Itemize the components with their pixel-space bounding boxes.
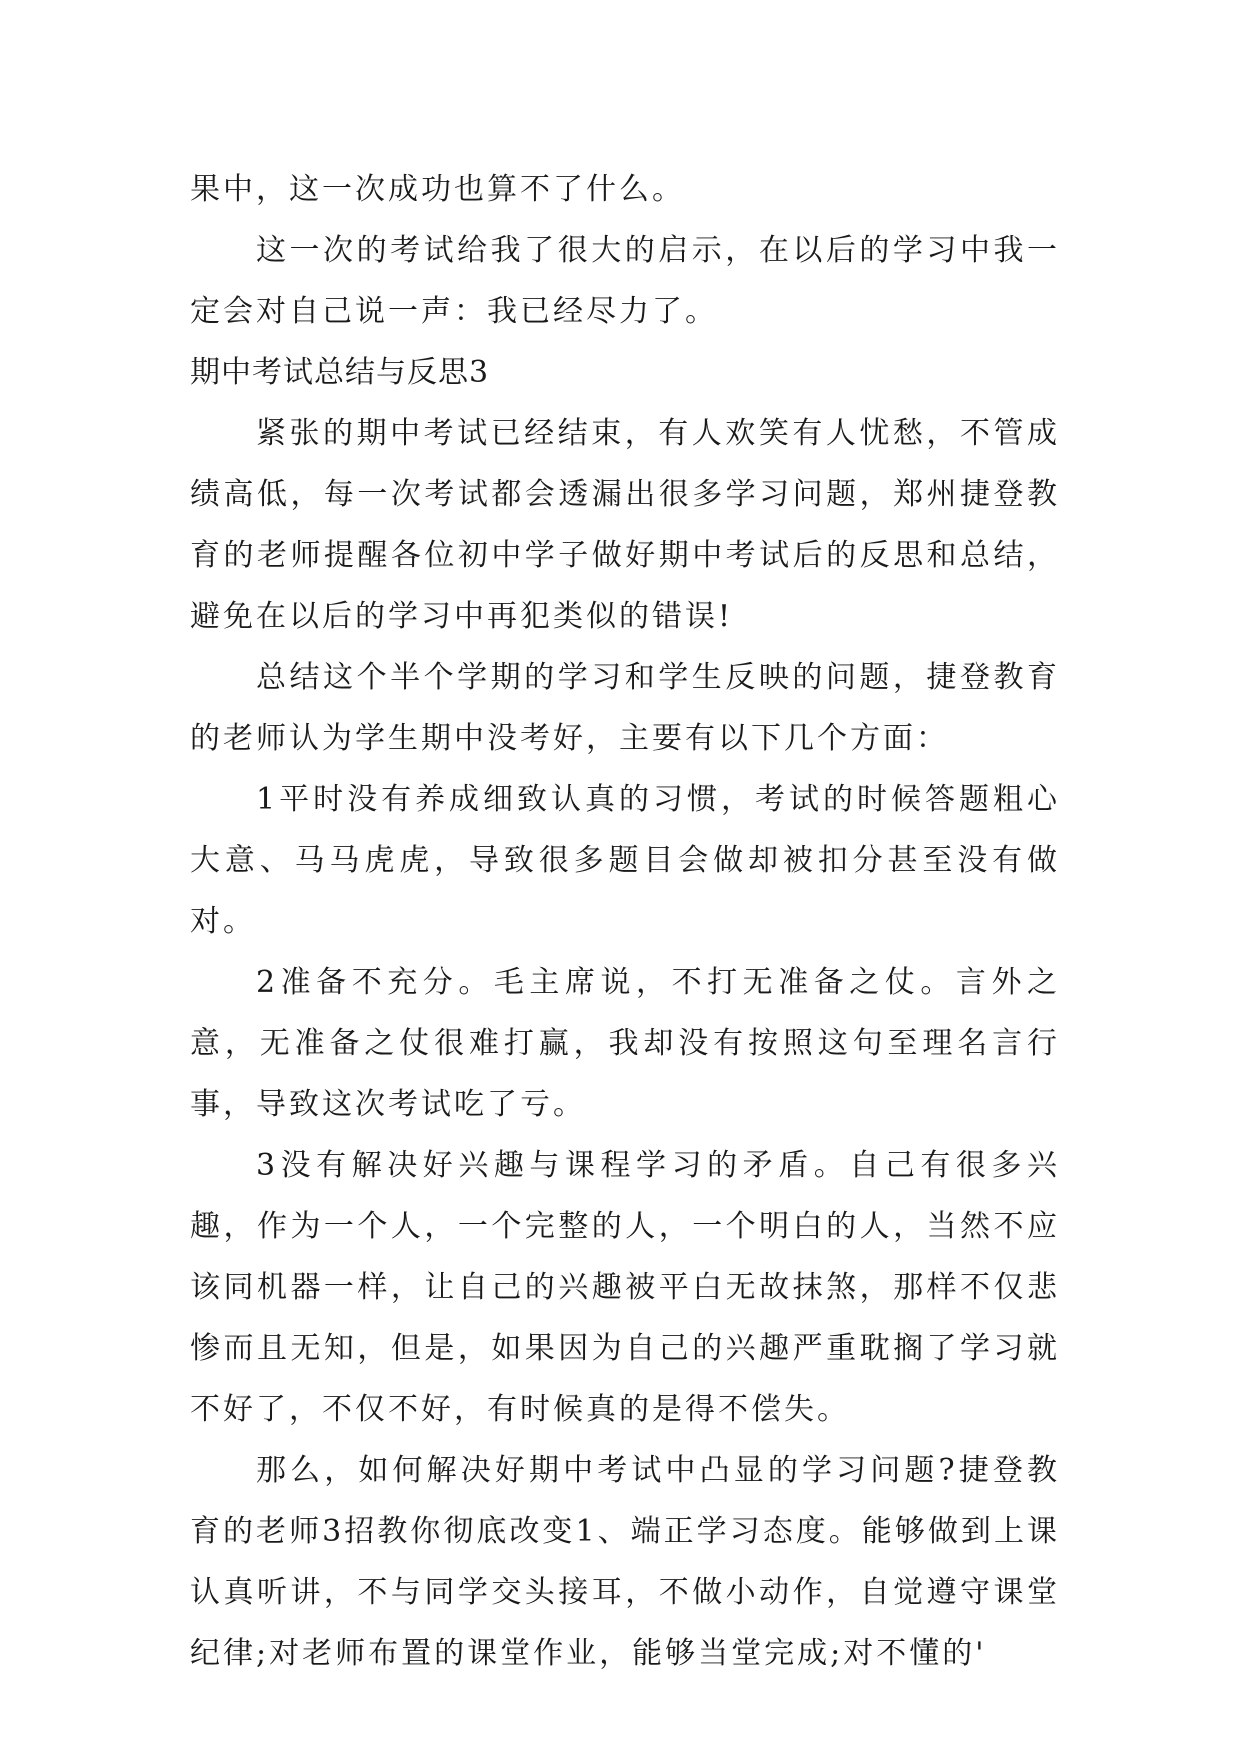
paragraph-point-3: 3没有解决好兴趣与课程学习的矛盾。自己有很多兴趣，作为一个人，一个完整的人，一个明白的人，当然不应该同机器一样，让自己的兴趣被平白无故抹煞，那样不仅悲惨而且无知，但是，如果因为自己的兴趣严重耽搁了学习就不好了，不仅不好，有时候真的是得不偿失。 bbox=[190, 1148, 1060, 1427]
document-body bbox=[190, 159, 1060, 1684]
paragraph-continuation: 果中，这一次成功也算不了什么。 bbox=[190, 172, 685, 207]
paragraph-point-1: 1平时没有养成细致认真的习惯，考试的时候答题粗心大意、马马虎虎，导致很多题目会做却被扣分甚至没有做对。 bbox=[190, 782, 1060, 939]
paragraph-summary: 总结这个半个学期的学习和学生反映的问题，捷登教育的老师认为学生期中没考好，主要有以下几个方面： bbox=[190, 660, 1060, 756]
paragraph-point-2: 2准备不充分。毛主席说，不打无准备之仗。言外之意，无准备之仗很难打赢，我却没有按照这句至理名言行事，导致这次考试吃了亏。 bbox=[190, 965, 1060, 1122]
section-heading: 期中考试总结与反思3 bbox=[190, 355, 490, 390]
paragraph-solutions: 那么，如何解决好期中考试中凸显的学习问题?捷登教育的老师3招教你彻底改变1、端正学习态度。能够做到上课认真听讲，不与同学交头接耳，不做小动作，自觉遵守课堂纪律;对老师布置的课堂作业，能够当堂完成;对不懂的' bbox=[190, 1453, 1060, 1671]
paragraph-intro: 紧张的期中考试已经结束，有人欢笑有人忧愁，不管成绩高低，每一次考试都会透漏出很多学习问题，郑州捷登教育的老师提醒各位初中学子做好期中考试后的反思和总结，避免在以后的学习中再犯类似的错误! bbox=[190, 416, 1060, 634]
paragraph-exam-reflection: 这一次的考试给我了很大的启示，在以后的学习中我一定会对自己说一声：我已经尽力了。 bbox=[190, 233, 1060, 329]
